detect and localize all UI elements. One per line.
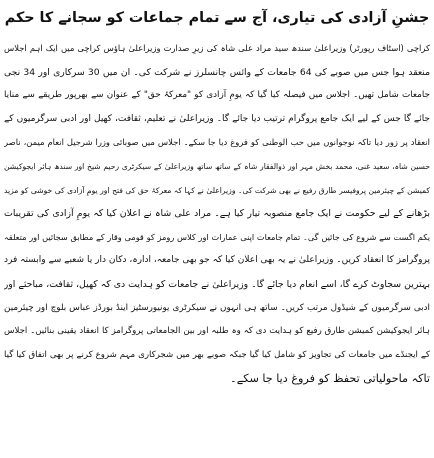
article-line: جائے گا جس کے لیے ایک جامع پروگرام ترتیب دیا جائے گا۔ وزیراعلیٰ نے تعلیم، ثقافت، کھیل اور ادبی سرگرمیوں کے bbox=[4, 113, 430, 124]
headline: جشنِ آزادی کی تیاری، آج سے تمام جماعات کو سجانے کا حکم bbox=[4, 10, 430, 26]
article-line: بڑھانے کے لیے حکومت نے ایک جامع منصوبہ تیار کیا ہے۔ مراد علی شاہ نے اعلان کیا کہ یومِ آزادی کی تقریبات bbox=[4, 208, 430, 220]
article-line: انعقاد پر زور دیا تاکہ نوجوانوں میں حب الوطنی کو فروغ دیا جا سکے۔ اجلاس میں صوبائی وزرا شرجیل انعام میمن، ناصر bbox=[4, 137, 430, 148]
article-line: کے ایجنڈے میں جامعات کی تجاویز کو شامل کیا گیا جبکہ صوبے بھر میں شجرکاری مہم شروع کرنے پر بھی اتفاق کیا گیا bbox=[4, 349, 430, 360]
article-line: حسین شاہ، سعید غنی، محمد بخش مہر اور ذوالفقار شاہ کے ساتھ ساتھ وزیراعلیٰ کے سیکرٹری رحیم شیخ اور سندھ ہائر ایجوکیشن bbox=[4, 161, 430, 171]
article-line: کمیشن کے چیئرمین پروفیسر طارق رفیع نے بھی شرکت کی۔ وزیراعلیٰ نے کہا کہ معرکۂ حق کی فتح اور یومِ آزادی کی خوشی کو مزید bbox=[4, 185, 430, 195]
article-line: منعقد ہوا جس میں صوبے کی 64 جامعات کے وائس چانسلرز نے شرکت کی۔ ان میں 30 سرکاری اور 34 نجی bbox=[4, 66, 430, 78]
article-line: بہترین سجاوٹ کرے گا، اسے انعام دیا جائے گا۔ وزیراعلیٰ نے جامعات کو ہدایت دی کہ کھیل، ثقافت، مباحثے اور bbox=[4, 278, 430, 290]
article-line: جامعات شامل تھیں۔ اجلاس میں فیصلہ کیا گیا کہ یومِ آزادی کو "معرکۂ حق" کے عنوان سے بھرپور طریقے سے منایا bbox=[4, 90, 430, 101]
article-line: یکم اگست سے شروع کی جائیں گی۔ تمام جامعات اپنی عمارات اور کلاس رومز کو قومی وقار کے مطابق سجائیں اور متعلقہ bbox=[4, 231, 430, 242]
article-line: پروگرامز کا انعقاد کریں۔ وزیراعلیٰ نے یہ بھی اعلان کیا کہ جو بھی جامعہ، ادارہ، دکان دار یا شعبے سے وابستہ فرد bbox=[4, 255, 430, 266]
article-body bbox=[4, 37, 430, 391]
article-line: ہائر ایجوکیشن کمیشن طارق رفیع کو ہدایت دی کہ وہ طلبہ اور بین الجامعاتی پروگرامز کا انعقاد یقینی بنائیں۔ اجلاس bbox=[4, 326, 430, 337]
article-line: ادبی سرگرمیوں کے شیڈول مرتب کریں۔ ساتھ ہی انہوں نے سیکرٹری یونیورسٹیز اینڈ بورڈز عباس بلوچ اور چیئرمین bbox=[4, 302, 430, 313]
article-line: کراچی (اسٹاف رپورٹر) وزیراعلیٰ سندھ سید مراد علی شاہ کی زیرِ صدارت وزیراعلیٰ ہاؤس کراچی میں ایک اہم اجلاس bbox=[4, 43, 430, 53]
article-line: تاکہ ماحولیاتی تحفظ کو فروغ دیا جا سکے۔ bbox=[230, 372, 430, 386]
